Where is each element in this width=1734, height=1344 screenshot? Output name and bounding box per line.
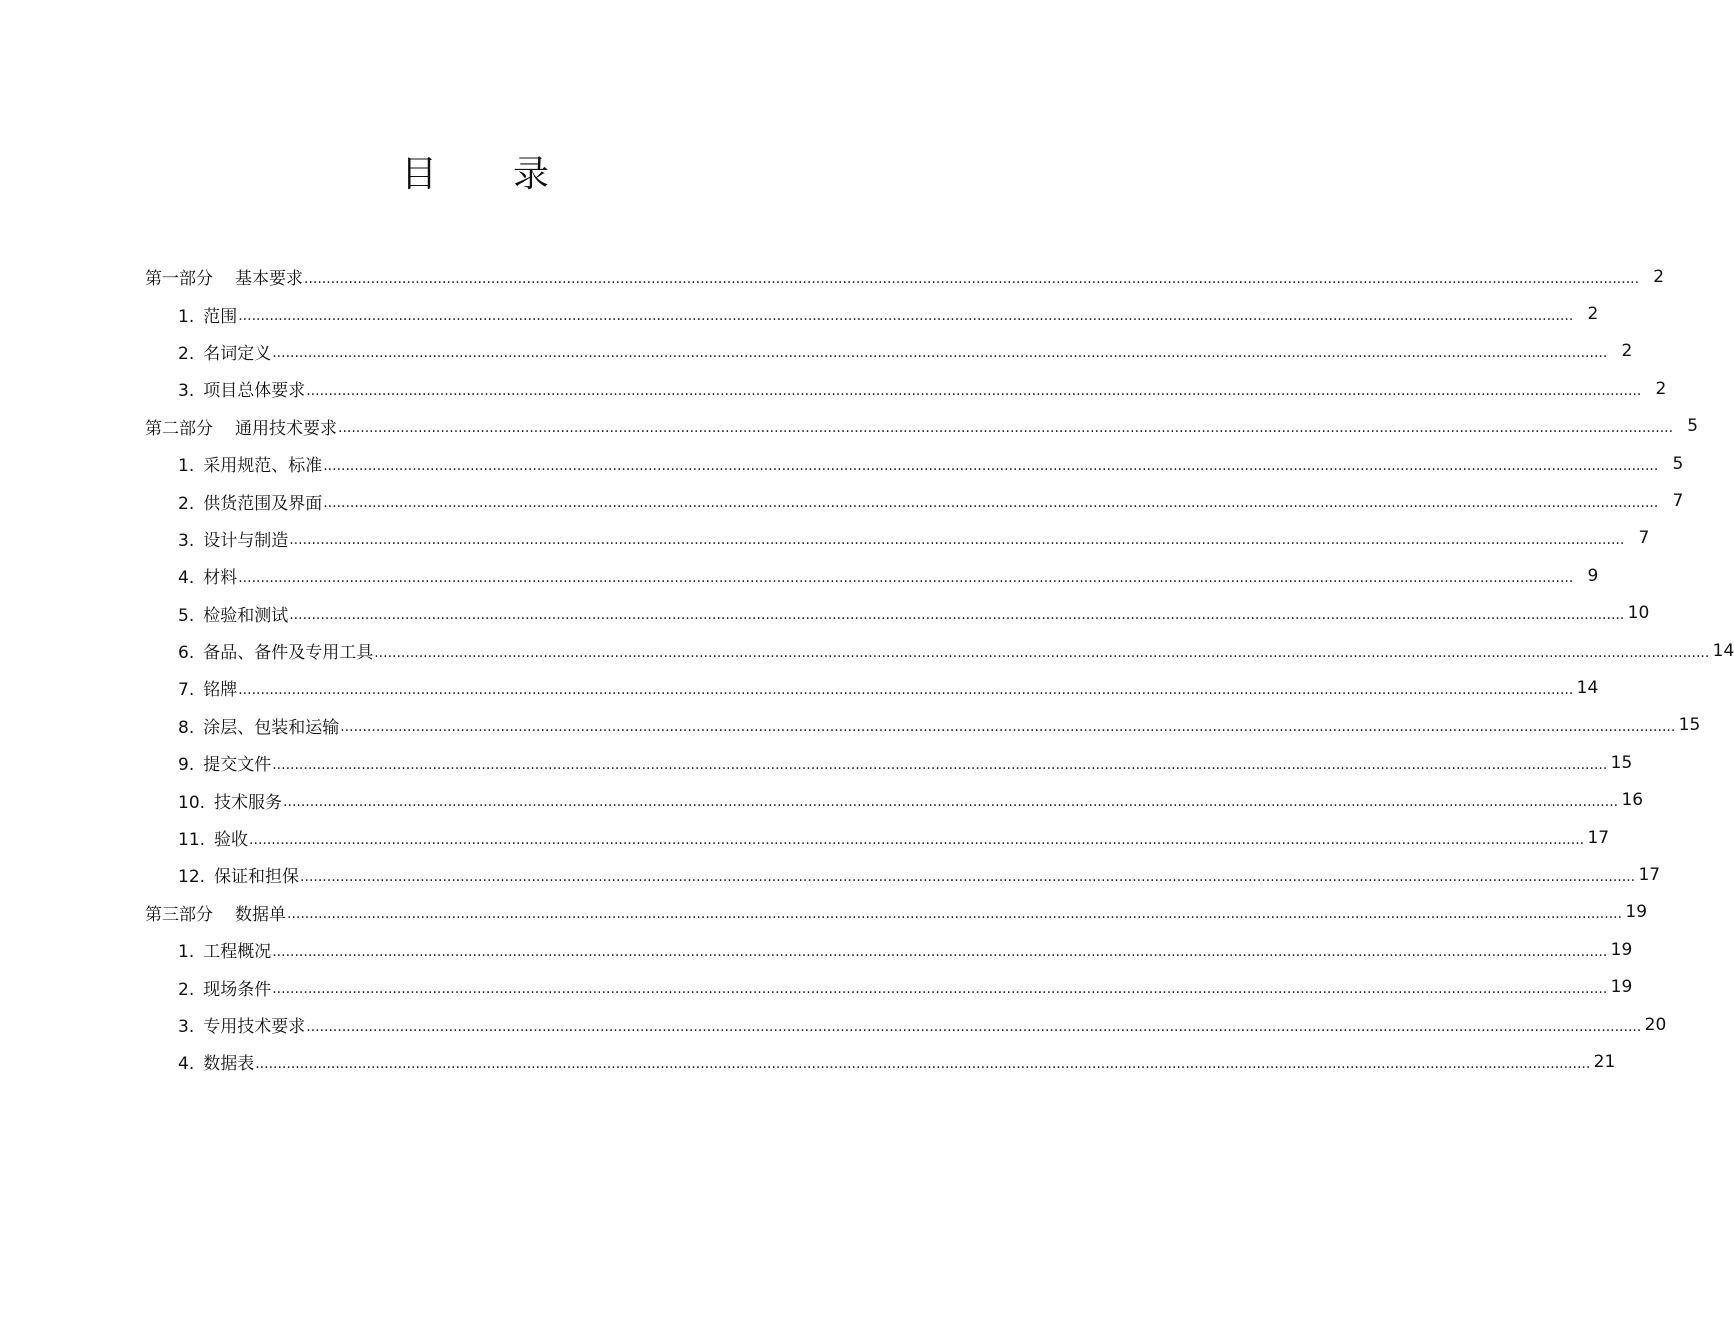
toc-entry[interactable] [0, 445, 1684, 482]
toc-entry-number: 2. [178, 979, 195, 1000]
toc-entry-number: 1. [178, 942, 195, 963]
toc-entry-number: 5. [178, 605, 195, 626]
toc-entry[interactable] [0, 632, 1734, 669]
toc-entry-label: 通用技术要求 [235, 418, 337, 439]
toc-entry-page: 15 [1610, 752, 1633, 773]
toc-entry-page: 5 [1687, 416, 1699, 437]
toc-entry-number: 11. [178, 830, 206, 851]
toc-entry-label: 数据单 [235, 904, 286, 925]
dot-leader: ............................................................................................................................................................................................................................................................................................................ [255, 1055, 1591, 1072]
toc-entry-number: 3. [178, 530, 195, 551]
toc-entry-number: 6. [178, 643, 195, 664]
toc-entry-page: 2 [1587, 304, 1599, 325]
toc-entry-label: 名词定义 [203, 343, 272, 364]
toc-entry-page: 19 [1610, 977, 1633, 998]
toc-entry-number: 第二部分 [145, 418, 213, 439]
toc-entry[interactable] [0, 781, 1644, 818]
toc-entry[interactable] [0, 931, 1633, 968]
toc-entry-page: 7 [1672, 491, 1684, 512]
toc-entry-label: 备品、备件及专用工具 [203, 643, 374, 664]
toc-entry[interactable] [0, 333, 1633, 370]
toc-entry-number: 12. [178, 867, 206, 888]
toc-entry-label: 检验和测试 [203, 605, 289, 626]
toc-entry-label: 设计与制造 [203, 530, 289, 551]
toc-entry-label: 材料 [203, 568, 238, 589]
toc-entry[interactable] [0, 370, 1667, 407]
toc-entry-number: 2. [178, 493, 195, 514]
toc-entry[interactable] [0, 295, 1599, 332]
toc-entry-page: 2 [1621, 341, 1633, 362]
toc-entry[interactable] [0, 595, 1650, 632]
toc-entry[interactable] [0, 856, 1661, 893]
dot-leader: ............................................................................................................................................................................................................................................................................................................ [323, 495, 1659, 512]
title-char-1: 目 [400, 154, 437, 195]
toc-entry-label: 供货范围及界面 [203, 493, 323, 514]
toc-entry-label: 验收 [214, 830, 249, 851]
toc-entry-page: 2 [1655, 378, 1667, 399]
toc-entry-number: 7. [178, 680, 195, 701]
toc-entry[interactable] [0, 482, 1684, 519]
toc-entry-page: 17 [1638, 864, 1661, 885]
toc-entry-number: 第三部分 [145, 904, 213, 925]
dot-leader: ............................................................................................................................................................................................................................................................................................................ [272, 345, 1608, 362]
toc-entry-page: 10 [1627, 603, 1650, 624]
dot-leader: ............................................................................................................................................................................................................................................................................................................ [323, 457, 1659, 474]
toc-entry-number: 第一部分 [145, 269, 213, 290]
dot-leader: ............................................................................................................................................................................................................................................................................................................ [306, 1018, 1642, 1035]
toc-entry-label: 现场条件 [203, 979, 272, 1000]
toc-entry[interactable] [0, 968, 1633, 1005]
toc-entry-page: 20 [1644, 1014, 1667, 1035]
toc-entry-page: 2 [1653, 266, 1665, 287]
toc-entry[interactable] [0, 1006, 1667, 1043]
dot-leader: ............................................................................................................................................................................................................................................................................................................ [306, 382, 1642, 399]
toc-entry-number: 10. [178, 792, 206, 813]
toc-entry-number: 8. [178, 717, 195, 738]
toc-entry[interactable] [0, 258, 1665, 295]
toc-entry-number: 1. [178, 306, 195, 327]
dot-leader: ............................................................................................................................................................................................................................................................................................................ [272, 981, 1608, 998]
toc-entry-page: 14 [1576, 677, 1599, 698]
toc-entry-page: 5 [1672, 453, 1684, 474]
toc-entry-number: 1. [178, 456, 195, 477]
toc-entry-label: 项目总体要求 [203, 381, 306, 402]
toc-entry-number: 3. [178, 1017, 195, 1037]
dot-leader: ............................................................................................................................................................................................................................................................................................................ [300, 868, 1636, 885]
toc-entry-label: 数据表 [203, 1054, 255, 1075]
toc-entry-number: 3. [178, 381, 195, 402]
toc-entry-label: 技术服务 [214, 792, 283, 813]
toc-entry-page: 21 [1593, 1051, 1616, 1072]
toc-entry-label: 提交文件 [203, 755, 272, 776]
toc-entry-number: 4. [178, 568, 195, 589]
toc-entry-page: 14 [1712, 640, 1734, 661]
toc-entry[interactable] [0, 819, 1610, 856]
toc-entry-number: 9. [178, 755, 195, 776]
toc-entry-page: 7 [1638, 528, 1650, 549]
dot-leader: ............................................................................................................................................................................................................................................................................................................ [272, 943, 1608, 960]
dot-leader: ............................................................................................................................................................................................................................................................................................................ [238, 569, 1574, 586]
toc-entry[interactable] [0, 894, 1648, 931]
table-of-contents [0, 258, 1734, 1081]
title-char-2: 录 [513, 154, 550, 195]
dot-leader: ............................................................................................................................................................................................................................................................................................................ [289, 607, 1625, 624]
toc-entry-label: 工程概况 [203, 942, 272, 963]
toc-entry-page: 15 [1678, 715, 1701, 736]
toc-entry-page: 16 [1621, 790, 1644, 811]
toc-entry[interactable] [0, 707, 1701, 744]
toc-entry-page: 19 [1610, 939, 1633, 960]
toc-entry-label: 范围 [203, 306, 238, 327]
toc-entry-label: 铭牌 [203, 680, 238, 701]
page-title [0, 150, 950, 200]
toc-entry[interactable] [0, 408, 1699, 445]
toc-entry[interactable] [0, 557, 1599, 594]
toc-entry-label: 保证和担保 [214, 867, 300, 888]
dot-leader: ............................................................................................................................................................................................................................................................................................................ [289, 532, 1625, 549]
toc-entry-number: 4. [178, 1054, 195, 1075]
toc-entry[interactable] [0, 744, 1633, 781]
dot-leader: ............................................................................................................................................................................................................................................................................................................ [238, 308, 1574, 325]
toc-entry[interactable] [0, 520, 1650, 557]
toc-entry[interactable] [0, 669, 1599, 706]
toc-entry-page: 17 [1587, 827, 1610, 848]
dot-leader: ............................................................................................................................................................................................................................................................................................................ [283, 794, 1619, 811]
toc-entry-page: 19 [1625, 902, 1648, 923]
toc-entry[interactable] [0, 1043, 1616, 1080]
dot-leader: ............................................................................................................................................................................................................................................................................................................ [304, 270, 1640, 287]
toc-entry-label: 基本要求 [235, 269, 303, 290]
dot-leader: ............................................................................................................................................................................................................................................................................................................ [338, 420, 1674, 437]
dot-leader: ............................................................................................................................................................................................................................................................................................................ [340, 719, 1676, 736]
dot-leader: ............................................................................................................................................................................................................................................................................................................ [287, 906, 1623, 923]
toc-entry-label: 采用规范、标准 [203, 456, 323, 477]
toc-entry-page: 9 [1587, 565, 1599, 586]
toc-entry-label: 涂层、包装和运输 [203, 717, 340, 738]
dot-leader: ............................................................................................................................................................................................................................................................................................................ [238, 681, 1574, 698]
dot-leader: ............................................................................................................................................................................................................................................................................................................ [374, 644, 1710, 661]
dot-leader: ............................................................................................................................................................................................................................................................................................................ [249, 831, 1585, 848]
toc-entry-label: 专用技术要求 [203, 1017, 306, 1037]
toc-entry-number: 2. [178, 343, 195, 364]
dot-leader: ............................................................................................................................................................................................................................................................................................................ [272, 756, 1608, 773]
